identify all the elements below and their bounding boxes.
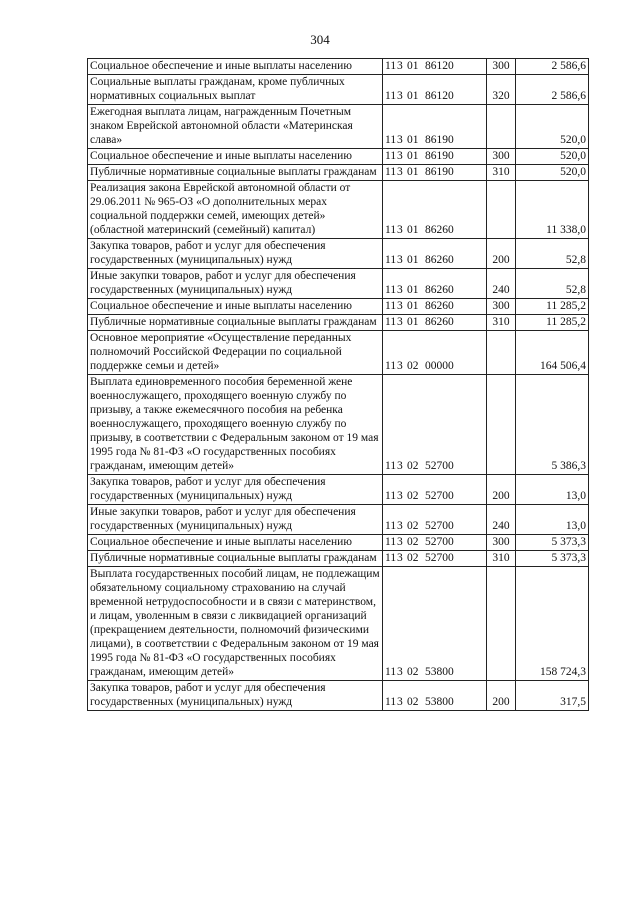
row-expense-type: 240: [487, 269, 516, 299]
code-part: 01: [407, 60, 419, 72]
code-part: 01: [407, 316, 419, 328]
code-part: 3: [397, 90, 403, 102]
code-part: 53800: [425, 666, 454, 678]
row-code: [383, 165, 487, 181]
row-expense-type: [487, 567, 516, 681]
code-part: 11: [385, 150, 397, 162]
row-code: [383, 331, 487, 375]
table-row: [88, 59, 589, 75]
row-expense-type: 310: [487, 551, 516, 567]
row-amount: 520,0: [516, 165, 589, 181]
code-part: 01: [407, 224, 419, 236]
code-part: 02: [407, 666, 419, 678]
code-part: 11: [385, 134, 397, 146]
row-name: Социальное обеспечение и иные выплаты населению: [88, 59, 383, 75]
code-part: 02: [407, 490, 419, 502]
row-code: [383, 505, 487, 535]
row-name: Социальное обеспечение и иные выплаты населению: [88, 535, 383, 551]
code-part: 00000: [425, 360, 454, 372]
row-expense-type: 200: [487, 475, 516, 505]
row-code: [383, 75, 487, 105]
code-part: 3: [397, 490, 403, 502]
row-code: [383, 315, 487, 331]
row-amount: 164 506,4: [516, 331, 589, 375]
table-row: [88, 535, 589, 551]
row-expense-type: 300: [487, 299, 516, 315]
row-amount: 52,8: [516, 239, 589, 269]
code-part: 02: [407, 520, 419, 532]
row-expense-type: 310: [487, 315, 516, 331]
row-name: Закупка товаров, работ и услуг для обеспечения государственных (муниципальных) нужд: [88, 239, 383, 269]
code-part: 01: [407, 284, 419, 296]
code-part: 3: [397, 666, 403, 678]
row-amount: 11 338,0: [516, 181, 589, 239]
row-name: Основное мероприятие «Осуществление переданных полномочий Российской Федерации по социальной поддержке семьи и детей»: [88, 331, 383, 375]
row-amount: 158 724,3: [516, 567, 589, 681]
row-expense-type: 300: [487, 59, 516, 75]
code-part: 11: [385, 520, 397, 532]
row-code: [383, 149, 487, 165]
code-part: 11: [385, 552, 397, 564]
row-name: Иные закупки товаров, работ и услуг для обеспечения государственных (муниципальных) нужд: [88, 505, 383, 535]
row-amount: 2 586,6: [516, 59, 589, 75]
code-part: 86260: [425, 300, 454, 312]
code-part: 3: [397, 460, 403, 472]
code-part: 53800: [425, 696, 454, 708]
row-code: [383, 567, 487, 681]
code-part: 86260: [425, 316, 454, 328]
table-row: [88, 315, 589, 331]
code-part: 3: [397, 150, 403, 162]
row-expense-type: 240: [487, 505, 516, 535]
row-expense-type: 310: [487, 165, 516, 181]
code-part: 02: [407, 696, 419, 708]
code-part: 3: [397, 224, 403, 236]
code-part: 86120: [425, 60, 454, 72]
row-amount: 13,0: [516, 475, 589, 505]
row-code: [383, 681, 487, 711]
row-code: [383, 475, 487, 505]
row-code: [383, 59, 487, 75]
row-amount: 11 285,2: [516, 315, 589, 331]
code-part: 02: [407, 460, 419, 472]
row-amount: 11 285,2: [516, 299, 589, 315]
code-part: 11: [385, 60, 397, 72]
row-expense-type: [487, 331, 516, 375]
code-part: 52700: [425, 552, 454, 564]
code-part: 11: [385, 284, 397, 296]
code-part: 86260: [425, 284, 454, 296]
row-expense-type: [487, 375, 516, 475]
table-body: [88, 59, 589, 711]
page-number: 304: [310, 32, 330, 47]
code-part: 86190: [425, 134, 454, 146]
code-part: 86190: [425, 150, 454, 162]
code-part: 01: [407, 300, 419, 312]
code-part: 11: [385, 300, 397, 312]
code-part: 11: [385, 224, 397, 236]
table-row: [88, 681, 589, 711]
row-name: Иные закупки товаров, работ и услуг для обеспечения государственных (муниципальных) нужд: [88, 269, 383, 299]
row-name: Выплата государственных пособий лицам, не подлежащим обязательному социальному страхованию на случай временной нетрудоспособности и в связи с материнством, и лицам, уволенным в связи с ликвидацией организаций (прекращением деятельности, полномочий физическими лицами), в соответствии с Федеральным законом от 19 мая 1995 года № 81-ФЗ «О государственных пособиях гражданам, имеющим детей»: [88, 567, 383, 681]
table-row: [88, 75, 589, 105]
table-row: [88, 149, 589, 165]
code-part: 02: [407, 360, 419, 372]
row-code: [383, 299, 487, 315]
code-part: 86120: [425, 90, 454, 102]
code-part: 02: [407, 536, 419, 548]
code-part: 01: [407, 166, 419, 178]
table-row: [88, 181, 589, 239]
row-name: Социальное обеспечение и иные выплаты населению: [88, 299, 383, 315]
row-name: Публичные нормативные социальные выплаты гражданам: [88, 165, 383, 181]
code-part: 52700: [425, 536, 454, 548]
code-part: 11: [385, 316, 397, 328]
row-code: [383, 551, 487, 567]
code-part: 52700: [425, 460, 454, 472]
row-name: Публичные нормативные социальные выплаты гражданам: [88, 315, 383, 331]
row-amount: 5 386,3: [516, 375, 589, 475]
row-expense-type: 200: [487, 681, 516, 711]
row-code: [383, 535, 487, 551]
row-expense-type: [487, 181, 516, 239]
table-row: [88, 475, 589, 505]
row-name: Закупка товаров, работ и услуг для обеспечения государственных (муниципальных) нужд: [88, 681, 383, 711]
code-part: 3: [397, 520, 403, 532]
code-part: 3: [397, 696, 403, 708]
code-part: 52700: [425, 490, 454, 502]
code-part: 11: [385, 254, 397, 266]
row-code: [383, 105, 487, 149]
row-expense-type: 200: [487, 239, 516, 269]
table-row: [88, 567, 589, 681]
row-amount: 2 586,6: [516, 75, 589, 105]
table-row: [88, 299, 589, 315]
code-part: 86190: [425, 166, 454, 178]
row-amount: 5 373,3: [516, 535, 589, 551]
row-expense-type: 320: [487, 75, 516, 105]
code-part: 01: [407, 90, 419, 102]
table-row: [88, 505, 589, 535]
code-part: 11: [385, 696, 397, 708]
code-part: 52700: [425, 520, 454, 532]
code-part: 11: [385, 90, 397, 102]
code-part: 3: [397, 316, 403, 328]
row-name: Социальное обеспечение и иные выплаты населению: [88, 149, 383, 165]
code-part: 3: [397, 254, 403, 266]
code-part: 11: [385, 666, 397, 678]
code-part: 01: [407, 254, 419, 266]
code-part: 01: [407, 134, 419, 146]
row-name: Ежегодная выплата лицам, награжденным Почетным знаком Еврейской автономной области «Материнская слава»: [88, 105, 383, 149]
row-code: [383, 239, 487, 269]
row-amount: 52,8: [516, 269, 589, 299]
row-expense-type: 300: [487, 535, 516, 551]
code-part: 11: [385, 460, 397, 472]
code-part: 11: [385, 166, 397, 178]
code-part: 3: [397, 60, 403, 72]
code-part: 3: [397, 536, 403, 548]
code-part: 86260: [425, 224, 454, 236]
row-expense-type: [487, 105, 516, 149]
table-row: [88, 239, 589, 269]
table-row: [88, 331, 589, 375]
row-code: [383, 181, 487, 239]
code-part: 02: [407, 552, 419, 564]
row-amount: 13,0: [516, 505, 589, 535]
table-row: [88, 105, 589, 149]
row-amount: 520,0: [516, 149, 589, 165]
budget-table: [87, 58, 589, 711]
row-code: [383, 269, 487, 299]
row-name: Реализация закона Еврейской автономной области от 29.06.2011 № 965-ОЗ «О дополнительных мерах социальной поддержки семей, имеющих детей» (областной материнский (семейный) капитал): [88, 181, 383, 239]
row-amount: 5 373,3: [516, 551, 589, 567]
code-part: 11: [385, 536, 397, 548]
row-name: Закупка товаров, работ и услуг для обеспечения государственных (муниципальных) нужд: [88, 475, 383, 505]
code-part: 11: [385, 490, 397, 502]
row-name: Публичные нормативные социальные выплаты гражданам: [88, 551, 383, 567]
code-part: 01: [407, 150, 419, 162]
code-part: 11: [385, 360, 397, 372]
code-part: 3: [397, 552, 403, 564]
row-name: Выплата единовременного пособия беременной жене военнослужащего, проходящего военную службу по призыву, а также ежемесячного пособия на ребенка военнослужащего, проходящего военную службу по призыву, в соответствии с Федеральным законом от 19 мая 1995 года № 81-ФЗ «О государственных пособиях гражданам, имеющим детей»: [88, 375, 383, 475]
row-amount: 317,5: [516, 681, 589, 711]
code-part: 3: [397, 300, 403, 312]
table-row: [88, 375, 589, 475]
row-name: Социальные выплаты гражданам, кроме публичных нормативных социальных выплат: [88, 75, 383, 105]
table-row: [88, 165, 589, 181]
table-row: [88, 269, 589, 299]
table-row: [88, 551, 589, 567]
row-code: [383, 375, 487, 475]
row-expense-type: 300: [487, 149, 516, 165]
code-part: 86260: [425, 254, 454, 266]
code-part: 3: [397, 134, 403, 146]
code-part: 3: [397, 360, 403, 372]
row-amount: 520,0: [516, 105, 589, 149]
code-part: 3: [397, 284, 403, 296]
code-part: 3: [397, 166, 403, 178]
